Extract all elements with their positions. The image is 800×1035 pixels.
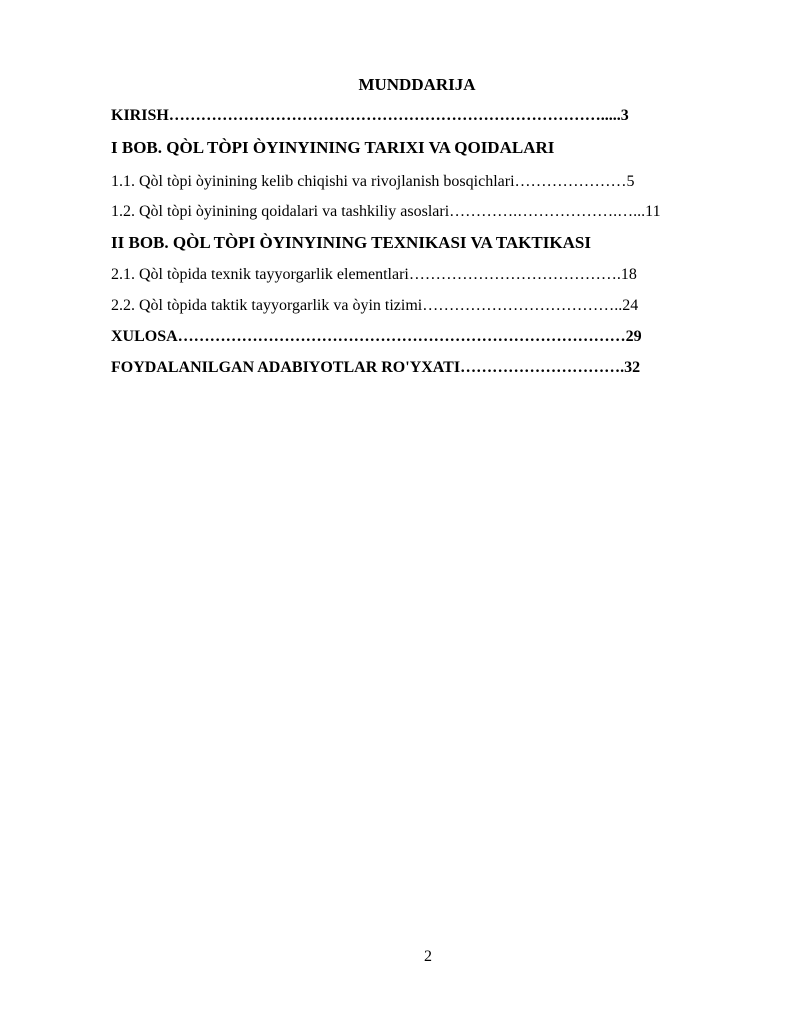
toc-entry-references: FOYDALANILGAN ADABIYOTLAR RO'YXATI………………………….32	[111, 359, 641, 376]
toc-entry-2-2: 2.2. Qòl tòpida taktik tayyorgarlik va òyin tizimi………………………………..24	[111, 297, 639, 314]
toc-entry-conclusion: XULOSA…………………………………………………………………………29	[111, 328, 642, 345]
toc-entry-1-1: 1.1. Qòl tòpi òyinining kelib chiqishi va rivojlanish bosqichlari…………………5	[111, 173, 635, 190]
toc-entry-1-2: 1.2. Qòl tòpi òyinining qoidalari va tashkiliy asoslari………….……………….…...11	[111, 203, 661, 220]
toc-title: MUNDDARIJA	[358, 75, 476, 94]
page-number: 2	[424, 948, 432, 965]
toc-entry-2-1: 2.1. Qòl tòpida texnik tayyorgarlik elementlari………………………………….18	[111, 266, 637, 283]
toc-chapter-1-heading: I BOB. QÒL TÒPI ÒYINYINING TARIXI VA QOIDALARI	[111, 138, 555, 157]
toc-chapter-2-heading: II BOB. QÒL TÒPI ÒYINYINING TEXNIKASI VA TAKTIKASI	[111, 233, 591, 252]
toc-entry-introduction: KIRISH……………………………………………………………………….....3	[111, 107, 629, 124]
